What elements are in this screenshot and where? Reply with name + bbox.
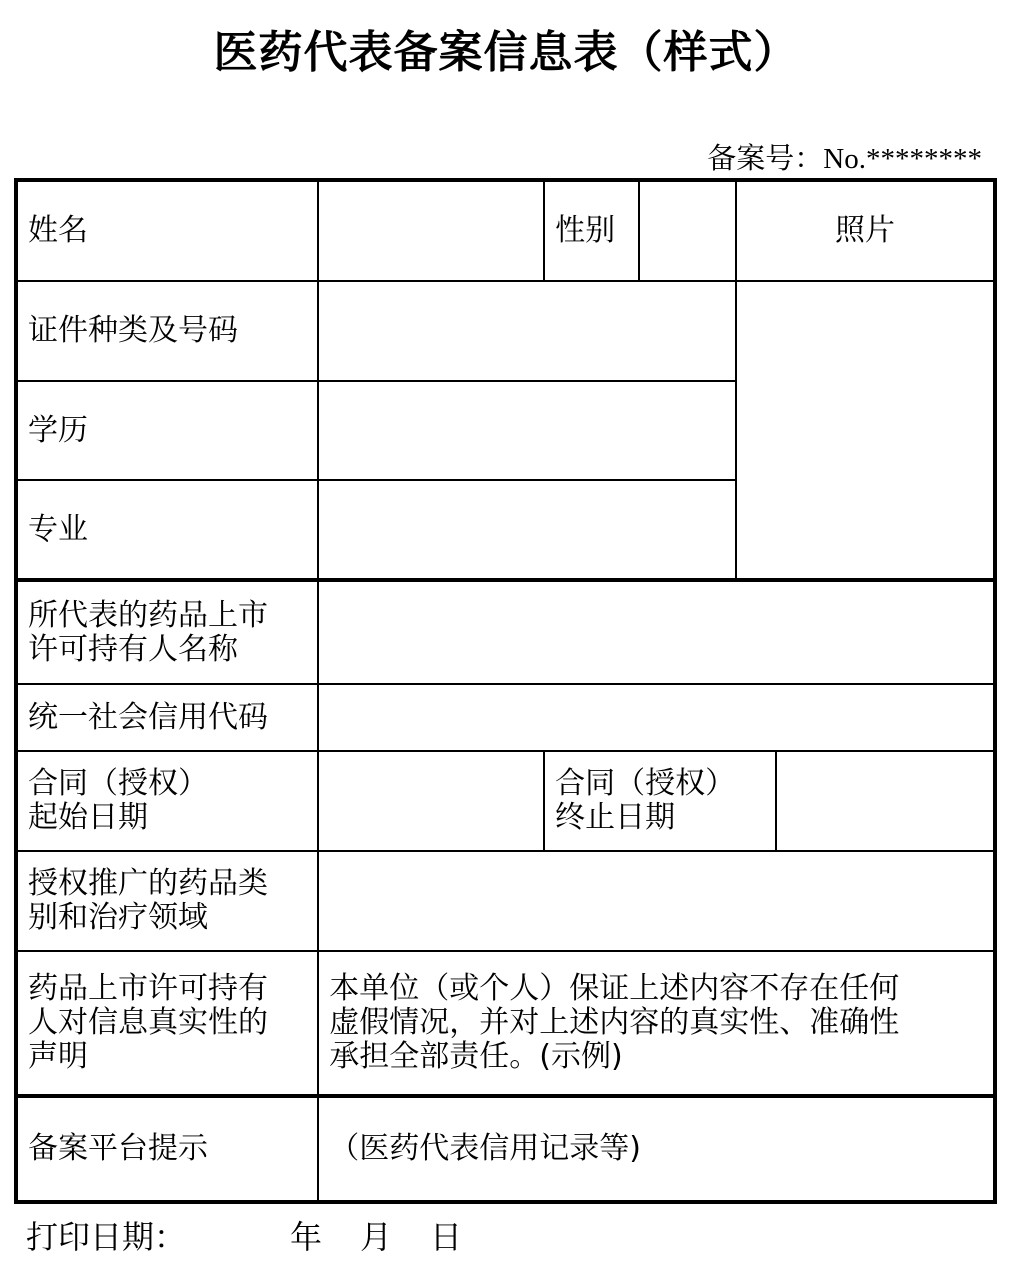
photo-label: 照片 [736, 180, 995, 281]
gender-field[interactable] [639, 180, 736, 281]
print-day-label: 日 [430, 1218, 463, 1256]
row-platform [16, 1096, 995, 1202]
photo-field[interactable] [736, 281, 995, 580]
registration-form-table [14, 178, 997, 1204]
row-contract-dates [16, 751, 995, 851]
credit-code-field[interactable] [318, 684, 995, 751]
declaration-label [16, 951, 318, 1096]
print-date-label: 打印日期： [26, 1218, 187, 1256]
mah-name-label-line-1: 所代表的药品上市 [28, 597, 268, 633]
mah-name-label-line-2: 许可持有人名称 [28, 631, 238, 667]
record-number [707, 136, 982, 177]
promo-scope-field[interactable] [318, 851, 995, 951]
row-credit-code [16, 684, 995, 751]
declaration-label-line-2: 人对信息真实性的 [28, 1005, 268, 1040]
id-label: 证件种类及号码 [16, 281, 318, 381]
contract-end-field[interactable] [776, 751, 995, 851]
mah-name-field[interactable] [318, 580, 995, 684]
declaration-label-line-1: 药品上市许可持有 [28, 971, 268, 1006]
contract-end-label-line-1: 合同（授权） [555, 766, 736, 801]
row-promo-scope [16, 851, 995, 951]
record-number-label: 备案号： [707, 141, 824, 175]
name-label: 姓名 [16, 180, 318, 281]
promo-scope-label-line-2: 别和治疗领域 [28, 900, 208, 935]
print-year-label: 年 [290, 1218, 323, 1256]
declaration-text-line-2: 虚假情况，并对上述内容的真实性、准确性 [329, 1005, 900, 1040]
declaration-text-line-3: 承担全部责任。(示例) [329, 1039, 623, 1074]
row-id [16, 281, 995, 381]
platform-text: （医药代表信用记录等) [318, 1096, 995, 1202]
major-label: 专业 [16, 480, 318, 580]
education-field[interactable] [318, 381, 736, 480]
platform-label: 备案平台提示 [16, 1096, 318, 1202]
major-field[interactable] [318, 480, 736, 580]
education-label: 学历 [16, 381, 318, 480]
print-month-label: 月 [360, 1218, 393, 1256]
contract-start-label-line-2: 起始日期 [28, 800, 148, 835]
row-declaration [16, 951, 995, 1096]
record-number-value: No.******** [823, 143, 982, 175]
declaration-text-line-1: 本单位（或个人）保证上述内容不存在任何 [329, 971, 900, 1006]
contract-start-label-line-1: 合同（授权） [28, 766, 208, 801]
page-title: 医药代表备案信息表（样式） [213, 27, 799, 78]
mah-name-label [16, 580, 318, 684]
contract-end-label-line-2: 终止日期 [555, 800, 676, 835]
declaration-label-line-3: 声明 [28, 1039, 88, 1074]
declaration-text [318, 951, 995, 1096]
promo-scope-label [16, 851, 318, 951]
credit-code-label: 统一社会信用代码 [16, 684, 318, 751]
row-mah-name [16, 580, 995, 684]
contract-start-field[interactable] [318, 751, 544, 851]
print-date [26, 1212, 462, 1258]
id-field[interactable] [318, 281, 736, 381]
name-field[interactable] [318, 180, 544, 281]
gender-label: 性别 [544, 180, 638, 281]
row-name [16, 180, 995, 281]
promo-scope-label-line-1: 授权推广的药品类 [28, 866, 268, 901]
contract-end-label [544, 751, 776, 851]
contract-start-label [16, 751, 318, 851]
